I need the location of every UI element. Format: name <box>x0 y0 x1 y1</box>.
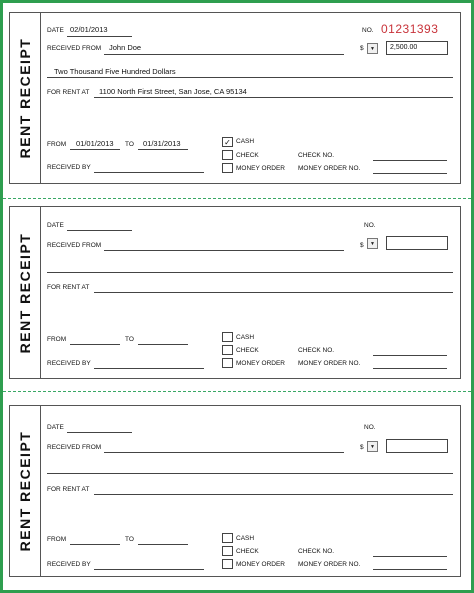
money-order-no-line <box>373 569 447 570</box>
currency-symbol: $ <box>360 444 364 451</box>
amount-in-words[interactable]: Two Thousand Five Hundred Dollars <box>54 67 176 76</box>
from-label: FROM <box>47 536 67 543</box>
amount-field[interactable]: 2,500.00 <box>386 41 448 55</box>
check-checkbox[interactable] <box>222 546 233 556</box>
address-value[interactable]: 1100 North First Street, San Jose, CA 95134 <box>99 87 247 96</box>
money-order-no-label: MONEY ORDER NO. <box>298 561 361 568</box>
received-by-line <box>94 172 204 173</box>
receipt-title: RENT RECEIPT <box>17 37 33 159</box>
check-no-label: CHECK NO. <box>298 548 335 555</box>
amount-field[interactable] <box>386 439 448 453</box>
amount-field[interactable] <box>386 236 448 250</box>
to-label: TO <box>125 141 134 148</box>
for-rent-at-label: FOR RENT AT <box>47 486 90 493</box>
currency-dropdown[interactable] <box>367 43 378 54</box>
received-from-label: RECEIVED FROM <box>47 242 102 249</box>
period-from-line <box>70 544 120 545</box>
received-from-label: RECEIVED FROM <box>47 45 102 52</box>
check-label: CHECK <box>236 152 259 159</box>
money-order-no-line <box>373 173 447 174</box>
received-by-line <box>94 368 204 369</box>
received-from-line <box>104 452 344 453</box>
period-to-value[interactable]: 01/31/2013 <box>143 139 181 148</box>
period-from-value[interactable]: 01/01/2013 <box>76 139 114 148</box>
received-from-label: RECEIVED FROM <box>47 444 102 451</box>
cut-line <box>3 198 471 199</box>
address-line <box>94 494 453 495</box>
received-from-line <box>104 54 344 55</box>
money-order-no-label: MONEY ORDER NO. <box>298 165 361 172</box>
money-order-no-label: MONEY ORDER NO. <box>298 360 361 367</box>
for-rent-at-label: FOR RENT AT <box>47 284 90 291</box>
chevron-down-icon: ▼ <box>370 444 375 450</box>
receipt-side-panel <box>10 406 41 576</box>
period-to-line <box>138 149 188 150</box>
receipt-number: 01231393 <box>381 22 439 36</box>
number-label: NO. <box>364 424 376 431</box>
money-order-label: MONEY ORDER <box>236 360 285 367</box>
check-no-line <box>373 160 447 161</box>
amount-words-line <box>47 272 453 273</box>
to-label: TO <box>125 536 134 543</box>
currency-symbol: $ <box>360 45 364 52</box>
received-from-line <box>104 250 344 251</box>
rent-receipt-3 <box>9 405 461 577</box>
receipt-side-panel <box>10 207 41 378</box>
receipt-title: RENT RECEIPT <box>17 430 33 552</box>
to-label: TO <box>125 336 134 343</box>
money-order-checkbox[interactable] <box>222 163 233 173</box>
cut-line <box>3 391 471 392</box>
money-order-label: MONEY ORDER <box>236 165 285 172</box>
currency-symbol: $ <box>360 242 364 249</box>
from-label: FROM <box>47 336 67 343</box>
received-by-label: RECEIVED BY <box>47 561 91 568</box>
date-value[interactable]: 02/01/2013 <box>70 25 108 34</box>
date-line <box>67 230 132 231</box>
money-order-checkbox[interactable] <box>222 358 233 368</box>
amount-words-line <box>47 473 453 474</box>
cash-checkbox[interactable] <box>222 533 233 543</box>
amount-words-line <box>47 77 453 78</box>
money-order-no-line <box>373 368 447 369</box>
address-line <box>94 292 453 293</box>
period-to-line <box>138 344 188 345</box>
period-from-line <box>70 344 120 345</box>
period-from-line <box>70 149 120 150</box>
date-label: DATE <box>47 222 64 229</box>
period-to-line <box>138 544 188 545</box>
date-label: DATE <box>47 424 64 431</box>
cash-checkbox[interactable] <box>222 332 233 342</box>
cash-checkbox[interactable]: ✓ <box>222 137 233 147</box>
check-label: CHECK <box>236 548 259 555</box>
check-no-line <box>373 556 447 557</box>
chevron-down-icon: ▼ <box>370 46 375 52</box>
address-line <box>94 97 453 98</box>
check-checkbox[interactable] <box>222 345 233 355</box>
receipt-side-panel <box>10 13 41 183</box>
rent-receipt-2 <box>9 206 461 379</box>
received-by-line <box>94 569 204 570</box>
rent-receipt-1 <box>9 12 461 184</box>
number-label: NO. <box>362 27 374 34</box>
receipt-title: RENT RECEIPT <box>17 232 33 353</box>
money-order-label: MONEY ORDER <box>236 561 285 568</box>
received-by-label: RECEIVED BY <box>47 164 91 171</box>
for-rent-at-label: FOR RENT AT <box>47 89 90 96</box>
received-from-value[interactable]: John Doe <box>109 43 142 52</box>
cash-label: CASH <box>236 334 255 341</box>
check-label: CHECK <box>236 347 259 354</box>
check-no-label: CHECK NO. <box>298 347 335 354</box>
date-line <box>67 36 132 37</box>
from-label: FROM <box>47 141 67 148</box>
cash-label: CASH <box>236 535 255 542</box>
currency-dropdown[interactable] <box>367 238 378 249</box>
money-order-checkbox[interactable] <box>222 559 233 569</box>
chevron-down-icon: ▼ <box>370 241 375 247</box>
check-no-label: CHECK NO. <box>298 152 335 159</box>
date-line <box>67 432 132 433</box>
check-no-line <box>373 355 447 356</box>
check-checkbox[interactable] <box>222 150 233 160</box>
currency-dropdown[interactable] <box>367 441 378 452</box>
number-label: NO. <box>364 222 376 229</box>
cash-label: CASH <box>236 138 255 145</box>
date-label: DATE <box>47 27 64 34</box>
received-by-label: RECEIVED BY <box>47 360 91 367</box>
